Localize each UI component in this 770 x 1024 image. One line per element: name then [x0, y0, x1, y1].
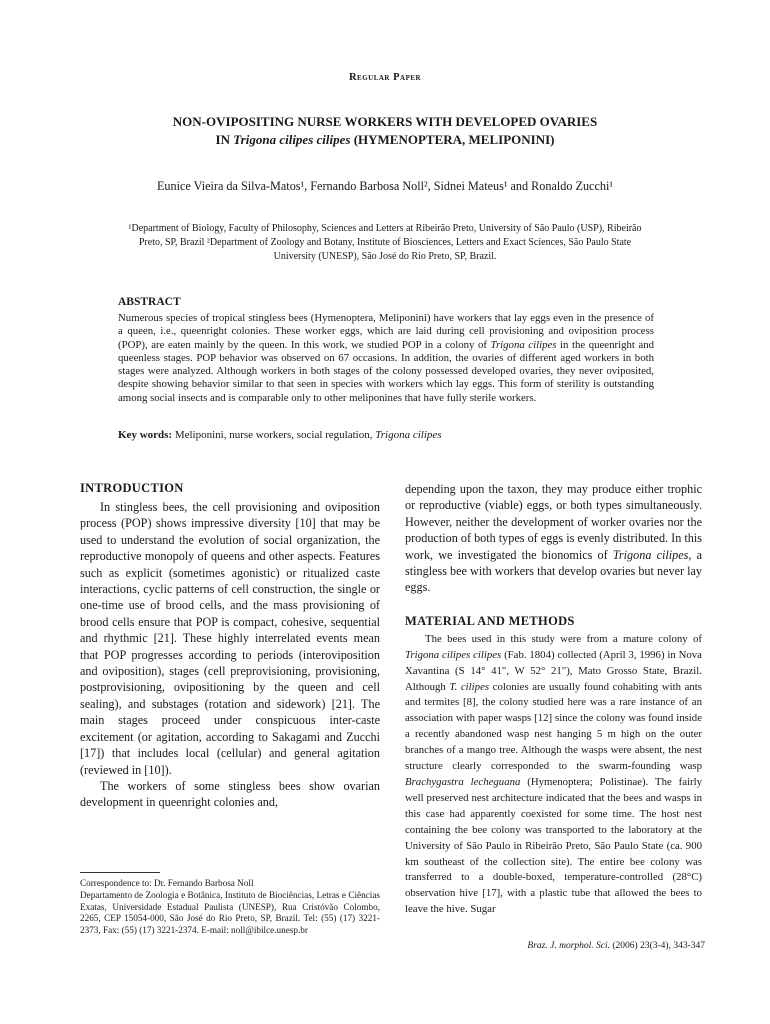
- title-line-2: IN Trigona cilipes cilipes (HYMENOPTERA, MELIPONINI): [215, 132, 555, 147]
- right-column: [405, 481, 702, 918]
- intro-paragraph-3: depending upon the taxon, they may produce either trophic or reproductive (viable) eggs, or both types simultaneously. However, neither the development of worker ovaries nor the production of both types of eggs is evenly distributed. In this work, we investigated the bionomics of Trigona cilipes, a stingless bee with workers that develop ovaries but never lay eggs.: [405, 482, 702, 595]
- abstract-text: Numerous species of tropical stingless bees (Hymenoptera, Meliponini) have workers that lay eggs even in the presence of a queen, i.e., queenright colonies. These worker eggs, which are laid during cell provisioning and oviposition process (POP), are eaten mainly by the queen. In this work, we studied POP in a colony of Trigona cilipes in the queenright and queenless stages. POP behavior was observed on 67 occasions. In addition, the ovaries of different aged workers in both stages were analyzed. Although workers in both stages of the colony possessed developed ovaries, they never oviposited, despite showing behavior similar to that seen in species with workers which lay eggs. This form of sterility is outstanding among social insects and is comparable only to other meliponines that have fully sterile workers.: [118, 312, 654, 404]
- journal-name: Braz. J. morphol. Sci.: [527, 941, 611, 951]
- footnote-rule: [80, 872, 160, 873]
- species-name: Trigona cilipes cilipes: [233, 132, 351, 147]
- methods-heading: MATERIAL AND METHODS: [405, 613, 575, 628]
- journal-citation: Braz. J. morphol. Sci. (2006) 23(3-4), 343-347: [527, 941, 705, 951]
- article-title: [100, 113, 670, 149]
- abstract-heading: ABSTRACT: [118, 296, 181, 308]
- keywords-label: Key words:: [118, 429, 173, 441]
- author-list: Eunice Vieira da Silva-Matos¹, Fernando Barbosa Noll², Sidnei Mateus¹ and Ronaldo Zucchi¹: [156, 179, 614, 193]
- article-type-label: Regular Paper: [348, 72, 422, 83]
- section-gap: [405, 596, 702, 614]
- introduction-heading: INTRODUCTION: [80, 481, 184, 495]
- left-column: [80, 481, 380, 811]
- intro-paragraph-1: In stingless bees, the cell provisioning and oviposition process (POP) shows impressive diversity [10] that may be used to understand the evolution of social organization, the reproductive monopoly of queens and other aspects. Features such as explicit (sometimes agonistic) or ritualized caste interactions, cyclic patterns of cell construction, the single or one-time use of brood cells, and the mass provisioning of brood cells ensure that POP is compact, cohesive, sequential and rhythmic [21]. These highly interrelated events mean that POP progresses according to periods (interoviposition and oviposition), stages (cell preprovisioning, provisioning, postprovisioning, ovipositioning by the queen and cell sealing), and substages (rotation and sidework) [21]. The main stages proceed under conspicuous inter-caste excitement (or agitation, according to Sakagami and Zucchi [17]) that includes local (cellular) and general agitation (reviewed in [10]).: [80, 500, 380, 777]
- correspondence-note: Correspondence to: Dr. Fernando Barbosa Noll Departamento de Zoologia e Botânica, Instituto de Biociências, Letras e Ciências Exatas, Universidade Estadual Paulista (UNESP), Rua Cristóvão Colombo, 2265, CEP 15054-000, São José do Rio Preto, SP, Brazil. Tel: (55) (17) 3221-2373, Fax: (55) (17) 3221-2374. E-mail: noll@ibilce.unesp.br: [80, 878, 380, 936]
- title-line-1: NON-OVIPOSITING NURSE WORKERS WITH DEVELOPED OVARIES: [172, 114, 598, 129]
- intro-paragraph-2: The workers of some stingless bees show ovarian development in queenright colonies and,: [80, 778, 380, 810]
- keywords: Key words: Meliponini, nurse workers, social regulation, Trigona cilipes: [118, 429, 442, 441]
- methods-paragraph-1: The bees used in this study were from a mature colony of Trigona cilipes cilipes (Fab. 1804) collected (April 3, 1996) in Nova Xavantina (S 14° 41", W 52° 21"), Mato Grosso State, Brazil. Although T. cilipes colonies are usually found cohabiting with ants and termites [8], the colony studied here was a rare instance of an association with paper wasps [12] since the colony was found inside a recently abandoned wasp nest hanging 5 m high on the outer branches of a mango tree. Although the wasps were absent, the nest structure clearly corresponded to the swarm-founding wasp Brachygastra lecheguana (Hymenoptera; Polistinae). The fairly well preserved nest architecture indicated that the bees and wasps in this case had apparently coexisted for some time. The host nest containing the bee colony was transported to the laboratory at the University of São Paulo in Ribeirão Preto, São Paulo State (ca. 900 km southeast of the collection site). The entire bee colony was transferred to a double-boxed, temperature-controlled (28°C) observation hive [17], with a plastic tube that allowed the bees to leave the hive. Sugar: [405, 632, 702, 916]
- affiliations: ¹Department of Biology, Faculty of Philosophy, Sciences and Letters at Ribeirão Preto, University of São Paulo (USP), Ribeirão Preto, SP, Brazil ²Department of Zoology and Botany, Institute of Biosciences, Letters and Exact Sciences, São Paulo State University (UNESP), São José do Rio Preto, SP, Brazil.: [128, 223, 642, 262]
